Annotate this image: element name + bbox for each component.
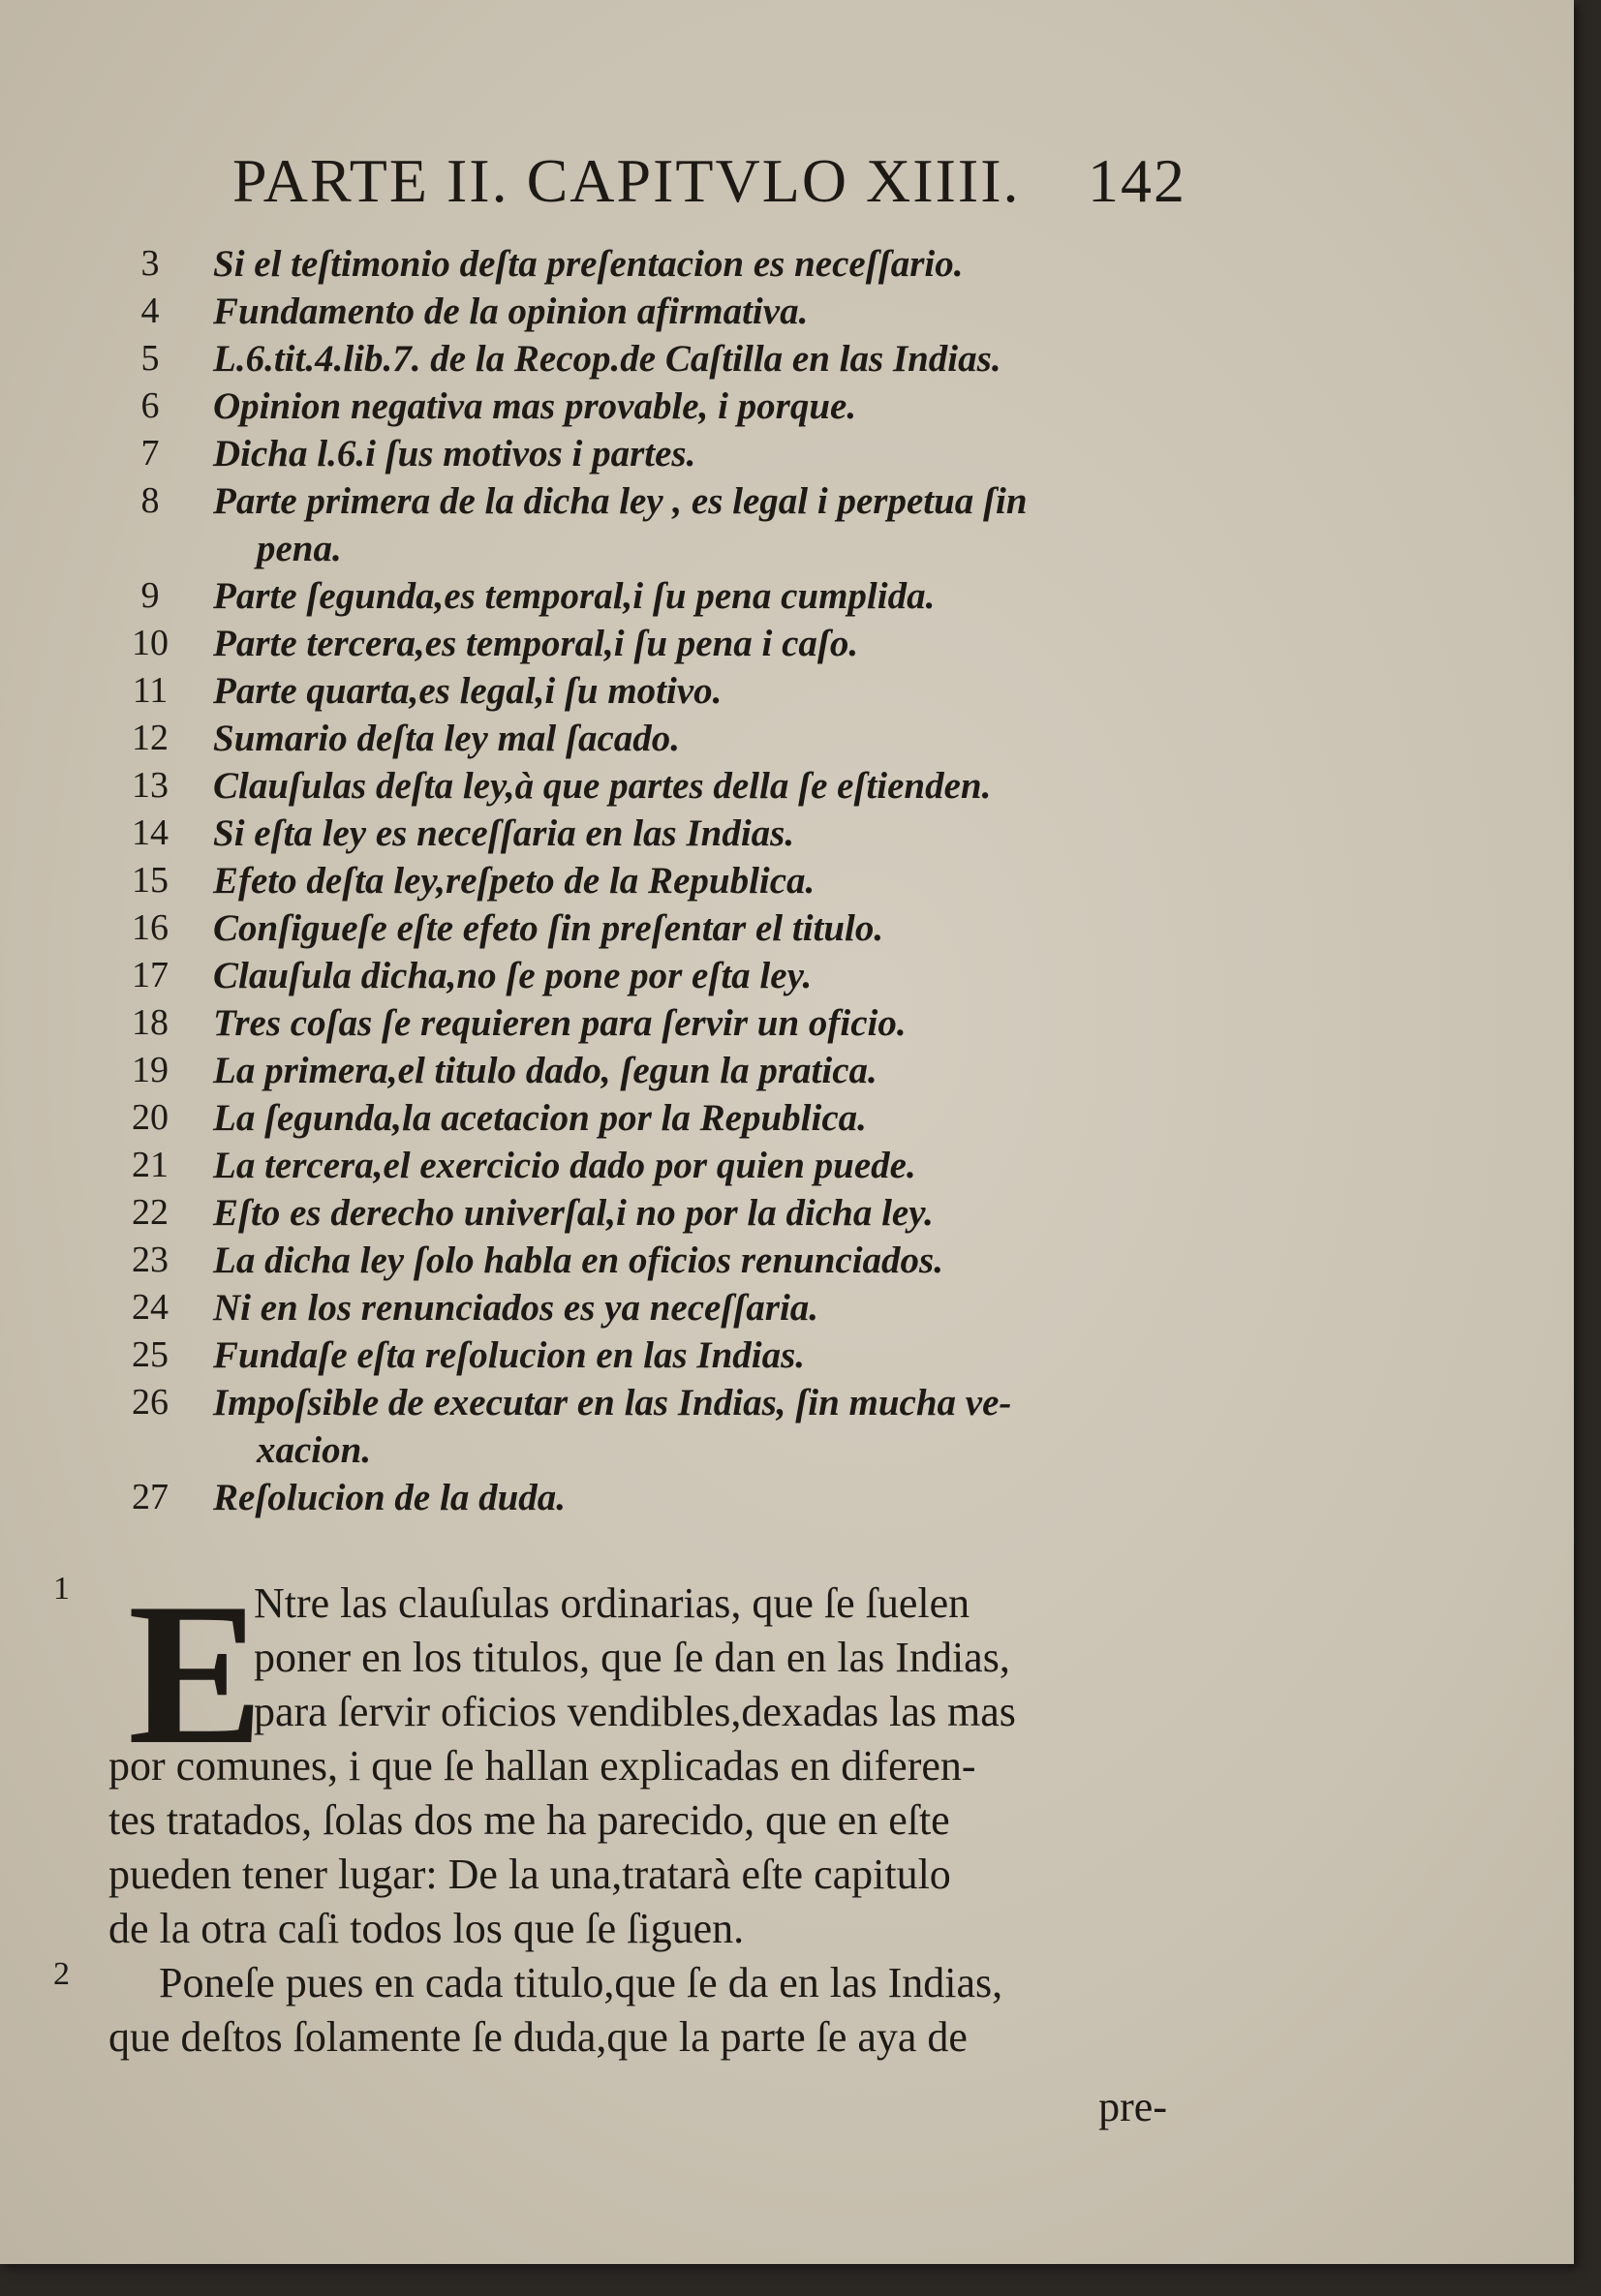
text-line: poner en los titulos, que ſe dan en las Indias, <box>254 1634 1010 1681</box>
text-line: tes tratados, ſolas dos me ha parecido, que en eſte <box>108 1796 950 1844</box>
summary-number: 9 <box>140 575 160 616</box>
summary-item <box>107 242 1201 290</box>
text-line: que deſtos ſolamente ſe duda,que la parte ſe aya de <box>108 2013 968 2061</box>
summary-number: 5 <box>140 338 160 379</box>
running-header <box>232 145 1186 217</box>
summary-text: Opinion negativa mas provable, i porque. <box>213 385 857 427</box>
page-number: 142 <box>1088 146 1186 215</box>
summary-number: 27 <box>132 1477 169 1517</box>
summary-item <box>107 337 1201 384</box>
summary-number: 6 <box>140 385 160 426</box>
summary-number: 3 <box>140 243 160 284</box>
summary-text: L.6.tit.4.lib.7. de la Recop.de Caſtilla en las Indias. <box>213 338 1001 380</box>
summary-item <box>107 1144 1201 1191</box>
summary-item <box>107 764 1201 811</box>
summary-item <box>107 669 1201 717</box>
body-text <box>53 1562 1169 2065</box>
summary-number: 21 <box>132 1145 169 1185</box>
summary-text: Si eſta ley es neceſſaria en las Indias. <box>213 812 795 854</box>
summary-number: 25 <box>132 1334 169 1375</box>
summary-item <box>107 1049 1201 1096</box>
summary-item <box>107 811 1201 859</box>
summary-number: 14 <box>132 812 169 853</box>
header-title: PARTE II. CAPITVLO XIIII. <box>232 146 1021 215</box>
summary-item <box>107 1239 1201 1286</box>
summary-text: Si el teſtimonio deſta preſentacion es neceſſario. <box>213 243 964 285</box>
summary-item <box>107 906 1201 954</box>
summary-item <box>107 290 1201 337</box>
summary-item <box>107 1096 1201 1144</box>
summary-text: Parte primera de la dicha ley , es legal i perpetua ſin <box>213 480 1028 522</box>
summary-text: Clauſulas deſta ley,à que partes della ſe eſtienden. <box>213 765 992 807</box>
summary-item <box>107 859 1201 906</box>
drop-capital: E <box>128 1562 264 1787</box>
summary-number: 12 <box>132 718 169 758</box>
summary-item <box>107 1286 1201 1333</box>
text-line: pueden tener lugar: De la una,tratarà eſte capitulo <box>108 1851 951 1898</box>
summary-number: 13 <box>132 765 169 806</box>
summary-number: 7 <box>140 433 160 474</box>
text-line: Ntre las clauſulas ordinarias, que ſe ſuelen <box>254 1579 970 1627</box>
text-line: de la otra caſi todos los que ſe ſiguen. <box>108 1905 745 1952</box>
summary-text: Tres coſas ſe requieren para ſervir un oficio. <box>213 1002 907 1044</box>
catchword: pre- <box>1098 2083 1167 2130</box>
summary-number: 24 <box>132 1287 169 1328</box>
summary-text: Clauſula dicha,no ſe pone por eſta ley. <box>213 955 813 996</box>
summary-text: Fundaſe eſta reſolucion en las Indias. <box>213 1334 806 1376</box>
summary-text: La ſegunda,la acetacion por la Republica. <box>213 1097 867 1139</box>
margin-number: 2 <box>53 1956 70 1992</box>
summary-number: 20 <box>132 1097 169 1138</box>
text-line: Poneſe pues en cada titulo,que ſe da en las Indias, <box>159 1959 1003 2006</box>
summary-number: 17 <box>132 955 169 995</box>
summary-number: 22 <box>132 1192 169 1233</box>
summary-text: Reſolucion de la duda. <box>213 1477 567 1518</box>
summary-number: 18 <box>132 1002 169 1043</box>
summary-item <box>107 717 1201 764</box>
chapter-summary <box>107 242 1201 1523</box>
summary-text: Parte quarta,es legal,i ſu motivo. <box>213 670 723 712</box>
summary-number: 23 <box>132 1240 169 1280</box>
summary-item <box>107 574 1201 622</box>
summary-item <box>107 954 1201 1001</box>
summary-text: La tercera,el exercicio dado por quien puede. <box>213 1145 916 1186</box>
summary-text: La dicha ley ſolo habla en oficios renunciados. <box>213 1240 943 1281</box>
summary-item <box>107 384 1201 432</box>
summary-item <box>107 1476 1201 1523</box>
summary-item <box>107 1191 1201 1239</box>
text-line: para ſervir oficios vendibles,dexadas las mas <box>254 1688 1016 1735</box>
summary-item <box>107 622 1201 669</box>
summary-number: 15 <box>132 860 169 901</box>
text-line: por comunes, i que ſe hallan explicadas en diferen- <box>108 1742 976 1790</box>
summary-text: Ni en los renunciados es ya neceſſaria. <box>213 1287 819 1329</box>
summary-text: Eſto es derecho univerſal,i no por la dicha ley. <box>213 1192 934 1234</box>
summary-number: 8 <box>140 480 160 521</box>
summary-continuation: pena. <box>257 528 342 569</box>
summary-text: Sumario deſta ley mal ſacado. <box>213 718 681 759</box>
summary-text: Parte tercera,es temporal,i ſu pena i caſo. <box>213 623 859 664</box>
summary-number: 19 <box>132 1050 169 1090</box>
summary-text: Impoſsible de executar en las Indias, ſin mucha ve- <box>213 1382 1012 1424</box>
summary-item <box>107 1333 1201 1381</box>
summary-text: Parte ſegunda,es temporal,i ſu pena cumplida. <box>213 575 936 617</box>
summary-item <box>107 479 1201 574</box>
summary-number: 16 <box>132 907 169 948</box>
summary-text: Conſigueſe eſte efeto ſin preſentar el titulo. <box>213 907 884 949</box>
summary-number: 26 <box>132 1382 169 1423</box>
summary-item <box>107 1001 1201 1049</box>
summary-text: Efeto deſta ley,reſpeto de la Republica. <box>213 860 816 902</box>
summary-text: Dicha l.6.i ſus motivos i partes. <box>213 433 696 475</box>
summary-number: 10 <box>132 623 169 663</box>
summary-text: La primera,el titulo dado, ſegun la pratica. <box>213 1050 877 1091</box>
summary-text: Fundamento de la opinion afirmativa. <box>213 291 809 332</box>
margin-number: 1 <box>53 1571 70 1607</box>
summary-number: 11 <box>132 670 169 711</box>
summary-continuation: xacion. <box>257 1429 372 1471</box>
summary-item <box>107 1381 1201 1476</box>
summary-number: 4 <box>140 291 160 331</box>
summary-item <box>107 432 1201 479</box>
